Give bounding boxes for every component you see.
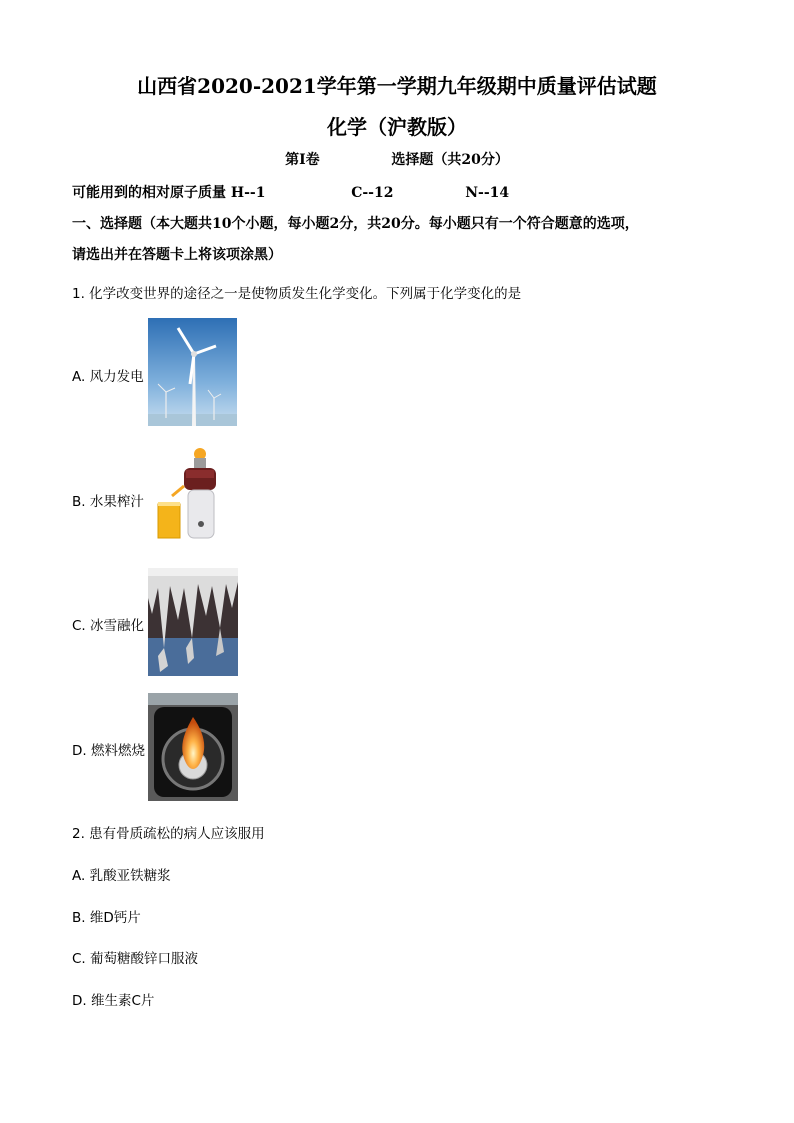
q1-stem: 1. 化学改变世界的途径之一是使物质发生化学变化。下列属于化学变化的是 xyxy=(72,286,522,302)
melting-icicles-image xyxy=(148,568,238,676)
q2-option-c: C. 葡萄糖酸锌口服液 xyxy=(72,951,199,967)
section-name: 选择题（共20分） xyxy=(391,152,509,168)
q1-option-d: D. 燃料燃烧 xyxy=(72,743,145,759)
part1-instruction-line1: 一、选择题（本大题共10个小题，每小题2分，共20分。每小题只有一个符合题意的选项， xyxy=(72,216,639,232)
exam-title: 山西省2020-2021学年第一学期九年级期中质量评估试题 xyxy=(137,74,657,98)
q1-option-a: A. 风力发电 xyxy=(72,369,144,385)
gas-burner-flame-image xyxy=(148,693,238,801)
q2-option-d: D. 维生素C片 xyxy=(72,993,155,1009)
q2-stem: 2. 患有骨质疏松的病人应该服用 xyxy=(72,826,265,842)
atomic-mass-h: 可能用到的相对原子质量 H--1 xyxy=(72,185,266,201)
atomic-mass-c: C--12 xyxy=(351,185,394,201)
q1-option-c: C. 冰雪融化 xyxy=(72,618,145,634)
q2-option-b: B. 维D钙片 xyxy=(72,910,141,926)
atomic-mass-n: N--14 xyxy=(465,185,510,201)
wind-turbine-image xyxy=(148,318,237,426)
q1-option-b: B. 水果榨汁 xyxy=(72,494,144,510)
section-header xyxy=(0,149,794,169)
section-volume: 第Ⅰ卷 xyxy=(285,152,320,168)
part1-instruction-line2: 请选出并在答题卡上将该项涂黑） xyxy=(72,247,282,263)
exam-subtitle: 化学（沪教版） xyxy=(327,115,467,139)
juicer-image xyxy=(148,446,220,544)
q2-option-a: A. 乳酸亚铁糖浆 xyxy=(72,868,171,884)
atomic-masses-line xyxy=(72,182,509,202)
